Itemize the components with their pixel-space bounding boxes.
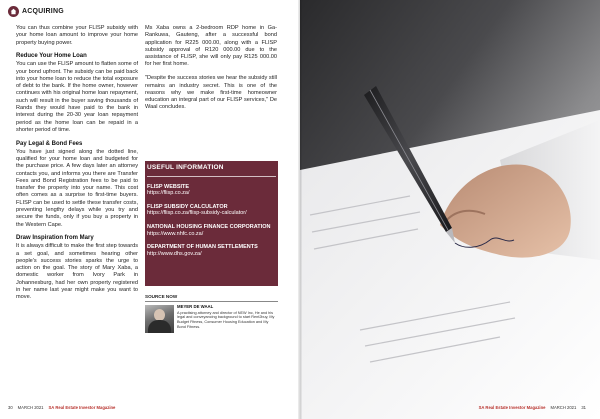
page-gutter [298,0,302,419]
source-now-section [145,294,278,333]
right-page [300,0,600,419]
info-item-label: FLISP WEBSITE [147,183,190,190]
section-heading-legal-fees: Pay Legal & Bond Fees [16,140,83,147]
home-icon [8,6,19,17]
section-body-reduce-loan: You can use the FLISP amount to flatten some of your bond upfront. The subsidy can be paid back into your home loan to reduce the total exposure of debt to the bank. If the home owner, however continues with his original home loan repayment, such will result in the buyer saving thousands of Rands they would have paid to the bank in interest during the 20-30 year loan repayment period as the home loan can be repaid in a shorter period of time. [16,61,138,133]
publication-name-left: SA Real Estate Investor Magazine [48,405,116,410]
divider [147,176,276,177]
page-number-right: 31 [581,405,586,410]
article-column-1 [16,25,138,308]
section-body-legal-fees: You have just signed along the dotted line, qualified for your home loan and budgeted for the purchase price. A few days later an attorney contacts you, and informs you there are Transfer Fees and Bond Registration fees to be paid to transfer the property into your name. This cost often comes as a surprise to first-time buyers. FLISP can be used to settle these transfer costs, preventing lengthy delays while you try and secure the funds, only if you buy a property in the Western Cape. [16,148,138,228]
info-item-label: FLISP SUBSIDY CALCULATOR [147,203,228,210]
issue-date-right: MARCH 2021 [550,405,577,410]
section-header [8,6,64,17]
intro-paragraph: You can thus combine your FLISP subsidy with your home loan amount to improve your home property buying power. [16,25,138,46]
flisp-website-link[interactable]: https://flisp.co.za/ [147,190,190,197]
useful-information-box [145,161,278,286]
dhs-link[interactable]: http://www.dhs.gov.za/ [147,250,202,257]
useful-information-title: USEFUL INFORMATION [147,164,224,171]
info-item-nhfc [147,224,276,237]
author-photo [145,305,174,333]
source-now-label: SOURCE NOW [145,294,278,302]
article-column-2 [145,25,277,118]
signing-document-photo [300,0,600,419]
issue-date-left: MARCH 2021 [17,405,44,410]
author-card [145,305,278,333]
section-title: ACQUIRING [22,8,64,15]
page-number-left: 30 [8,405,13,410]
quote-paragraph: "Despite the success stories we hear the subsidy still remains an industry secret. This is one of the reasons why we make first-time homeowner education an integral part of our FLISP services," De Waal concludes. [145,75,277,111]
xaba-paragraph: Ms Xaba owns a 2-bedroom RDP home in Ga-Rankuwa, Gauteng, after a successful bond application for R225 000.00, along with a FLISP subsidy approval of R120 000.00 due to the assistance of FLISP, she will only pay R125 000.00 for her first home. [145,25,277,68]
section-heading-inspiration: Draw Inspiration from Mary [16,235,94,242]
info-item-subsidy-calculator [147,204,276,217]
info-item-flisp-website [147,184,276,197]
info-item-dhs [147,244,276,257]
nhfc-link[interactable]: https://www.nhfc.co.za/ [147,230,204,237]
author-bio: A practising attorney and director of NEW Inc, He and his legal and conveyancing background to start Rent2buy, My Budget Fitness, Consumer Housing Education and My Bond Fitness. [177,310,275,329]
info-item-label: DEPARTMENT OF HUMAN SETTLEMENTS [147,244,258,251]
section-body-inspiration: It is always difficult to make the first step towards a set goal, and sometimes hearing other people's success stories sparks the urge to action on the goal. The story of Mary Xaba, a domestic worker from Ivory Park in Johannesburg, had her own property registered in her name last year might make you want to move. [16,243,138,301]
subsidy-calculator-link[interactable]: https://flisp.co.za/flisp-subsidy-calculator/ [147,210,247,217]
publication-name-right: SA Real Estate Investor Magazine [478,405,546,410]
info-item-label: NATIONAL HOUSING FINANCE CORPORATION [147,223,271,230]
author-name: MEYER DE WAAL [177,304,214,309]
footer-right [479,405,586,410]
footer-left [8,405,115,410]
section-heading-reduce-loan: Reduce Your Home Loan [16,53,87,60]
author-info [177,305,278,333]
